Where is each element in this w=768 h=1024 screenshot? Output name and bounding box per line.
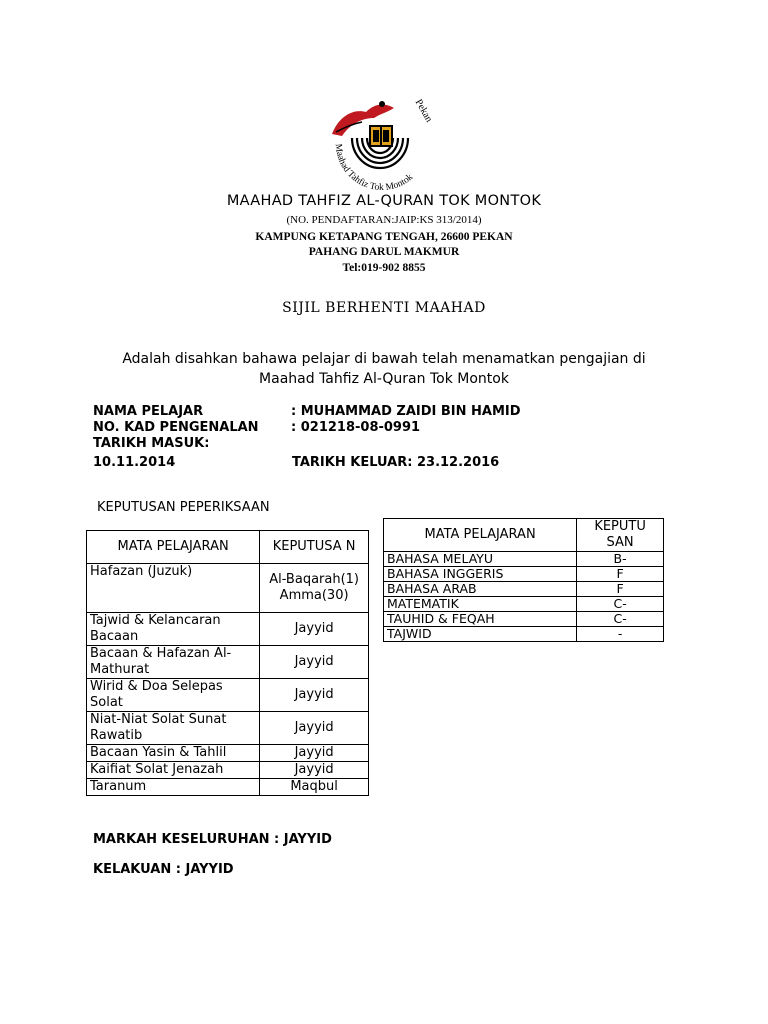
subject-cell: TAJWID: [384, 627, 577, 642]
table-header-row: [87, 531, 369, 564]
table-header-row: [384, 519, 664, 552]
school-logo-emblem: [322, 88, 442, 194]
table-row: [384, 552, 664, 567]
telephone: Tel:019-902 8855: [342, 262, 426, 274]
subject-cell: Bacaan Yasin & Tahlil: [87, 745, 260, 762]
subject-cell: BAHASA INGGERIS: [384, 567, 577, 582]
subject-cell: Kaifiat Solat Jenazah: [87, 762, 260, 779]
result-cell: F: [577, 582, 664, 597]
table-row: [384, 627, 664, 642]
result-cell: Jayyid: [260, 613, 369, 646]
subject-cell: MATEMATIK: [384, 597, 577, 612]
result-cell: Al-Baqarah(1) Amma(30): [260, 564, 369, 613]
result-cell: C-: [577, 597, 664, 612]
student-name-label: NAMA PELAJAR: [93, 404, 204, 419]
address-line-1: KAMPUNG KETAPANG TENGAH, 26600 PEKAN: [255, 231, 513, 243]
intro-line-1: Adalah disahkan bahawa pelajar di bawah telah menamatkan pengajian di: [122, 351, 646, 367]
table-row: [87, 745, 369, 762]
logo-arc-text: Maahad Tahfiz Tok Montok: [332, 143, 416, 194]
result-cell: Jayyid: [260, 745, 369, 762]
subject-cell: TAUHID & FEQAH: [384, 612, 577, 627]
overall-grade: MARKAH KESELURUHAN : JAYYID: [93, 832, 332, 847]
entry-date-value: 10.11.2014: [93, 455, 176, 470]
result-cell: F: [577, 567, 664, 582]
header-subject: MATA PELAJARAN: [87, 531, 260, 564]
table-row: [384, 567, 664, 582]
student-name-value: : MUHAMMAD ZAIDI BIN HAMID: [291, 404, 521, 419]
ic-number-value: : 021218-08-0991: [291, 420, 421, 435]
result-cell: B-: [577, 552, 664, 567]
address-line-2: PAHANG DARUL MAKMUR: [308, 246, 460, 258]
subject-cell: Tajwid & Kelancaran Bacaan: [87, 613, 260, 646]
table-row: [87, 646, 369, 679]
exam-results-heading: KEPUTUSAN PEPERIKSAAN: [97, 500, 270, 515]
subject-cell: Taranum: [87, 779, 260, 796]
table-row: [384, 612, 664, 627]
result-cell: Jayyid: [260, 679, 369, 712]
subject-cell: BAHASA ARAB: [384, 582, 577, 597]
result-cell: Jayyid: [260, 646, 369, 679]
table-row: [87, 779, 369, 796]
exit-date: TARIKH KELUAR: 23.12.2016: [292, 455, 500, 470]
result-cell: Jayyid: [260, 762, 369, 779]
result-cell: Jayyid: [260, 712, 369, 745]
academic-subjects-table: [383, 518, 664, 642]
logo-pekan-text: Pekan: [412, 97, 435, 125]
table-row: [87, 679, 369, 712]
table-row: [87, 613, 369, 646]
header-result: KEPUTUSA N: [260, 531, 369, 564]
subject-cell: Wirid & Doa Selepas Solat: [87, 679, 260, 712]
result-cell: Maqbul: [260, 779, 369, 796]
subject-cell: BAHASA MELAYU: [384, 552, 577, 567]
school-name: MAAHAD TAHFIZ AL-QURAN TOK MONTOK: [226, 193, 542, 209]
registration-number: (NO. PENDAFTARAN:JAIP:KS 313/2014): [286, 214, 482, 226]
subject-cell: Niat-Niat Solat Sunat Rawatib: [87, 712, 260, 745]
subject-cell: Hafazan (Juzuk): [87, 564, 260, 613]
islamic-subjects-table: [86, 530, 369, 796]
header-result: KEPUTU SAN: [577, 519, 664, 552]
table-row: [87, 564, 369, 613]
header-subject: MATA PELAJARAN: [384, 519, 577, 552]
intro-line-2: Maahad Tahfiz Al-Quran Tok Montok: [259, 371, 509, 387]
ic-number-label: NO. KAD PENGENALAN: [93, 420, 259, 435]
certificate-title: SIJIL BERHENTI MAAHAD: [282, 300, 486, 316]
conduct-grade: KELAKUAN : JAYYID: [93, 862, 234, 877]
table-row: [384, 597, 664, 612]
entry-date-label: TARIKH MASUK:: [93, 436, 210, 451]
result-cell: C-: [577, 612, 664, 627]
table-row: [384, 582, 664, 597]
table-row: [87, 762, 369, 779]
subject-cell: Bacaan & Hafazan Al-Mathurat: [87, 646, 260, 679]
result-cell: -: [577, 627, 664, 642]
table-row: [87, 712, 369, 745]
